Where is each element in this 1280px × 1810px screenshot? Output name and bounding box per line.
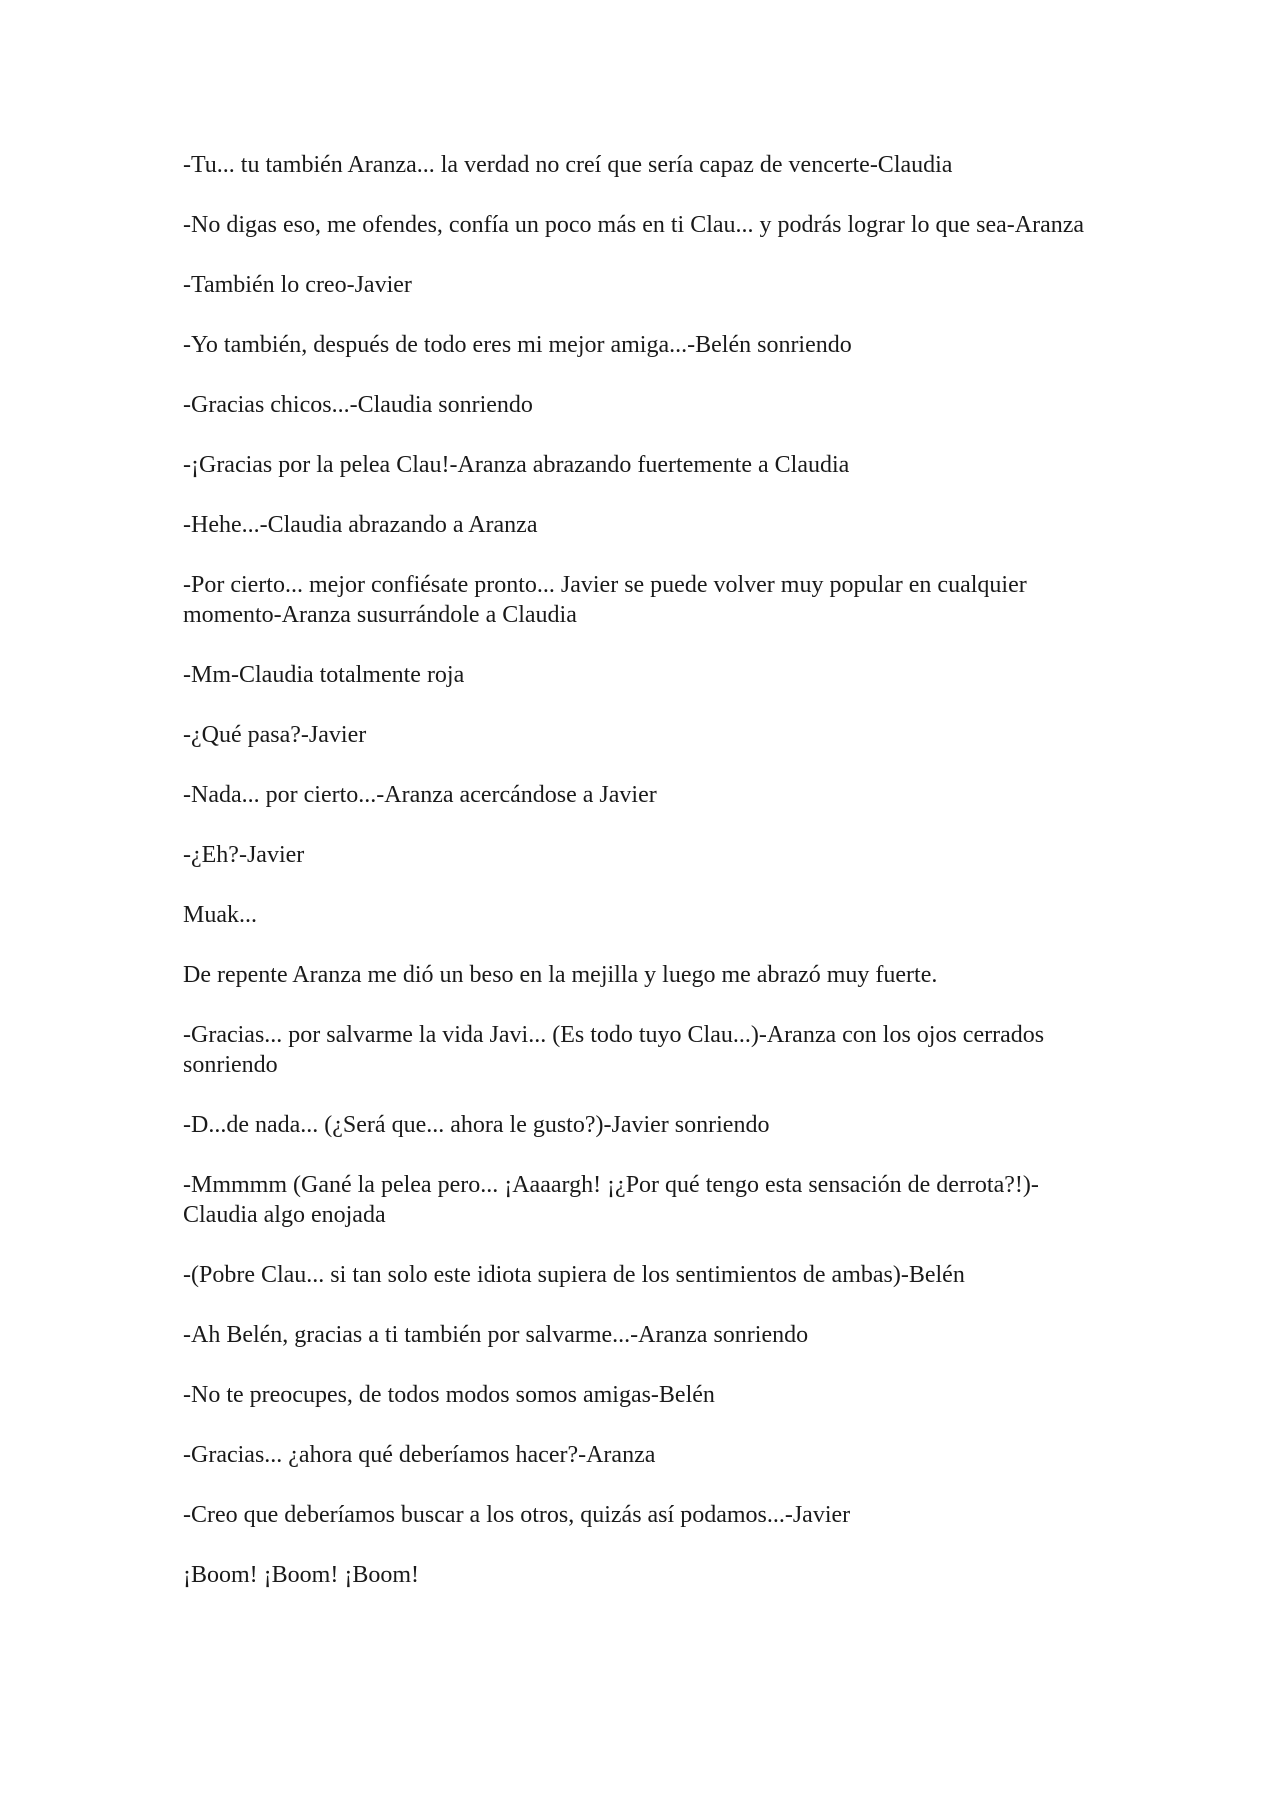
paragraph: -¿Qué pasa?-Javier (183, 722, 367, 748)
paragraph: -Gracias... ¿ahora qué deberíamos hacer?-Aranza (183, 1442, 656, 1468)
paragraph: -Creo que deberíamos buscar a los otros, quizás así podamos...-Javier (183, 1502, 851, 1528)
paragraph: ¡Boom! ¡Boom! ¡Boom! (183, 1562, 419, 1588)
document-body (183, 150, 1100, 1620)
paragraph: -No te preocupes, de todos modos somos amigas-Belén (183, 1382, 715, 1408)
paragraph: -También lo creo-Javier (183, 272, 412, 298)
paragraph: -Nada... por cierto...-Aranza acercándose a Javier (183, 782, 657, 808)
paragraph: -D...de nada... (¿Será que... ahora le gusto?)-Javier sonriendo (183, 1112, 770, 1138)
paragraph: -Yo también, después de todo eres mi mejor amiga...-Belén sonriendo (183, 332, 852, 358)
paragraph: -(Pobre Clau... si tan solo este idiota supiera de los sentimientos de ambas)-Belén (183, 1262, 965, 1288)
paragraph: -Gracias... por salvarme la vida Javi... (Es todo tuyo Clau...)-Aranza con los ojos cerrados sonriendo (183, 1022, 1045, 1078)
paragraph: -Mm-Claudia totalmente roja (183, 662, 465, 688)
paragraph: -¡Gracias por la pelea Clau!-Aranza abrazando fuertemente a Claudia (183, 452, 850, 478)
paragraph: -Tu... tu también Aranza... la verdad no creí que sería capaz de vencerte-Claudia (183, 152, 953, 178)
paragraph: De repente Aranza me dió un beso en la mejilla y luego me abrazó muy fuerte. (183, 962, 938, 988)
paragraph: -Hehe...-Claudia abrazando a Aranza (183, 512, 538, 538)
paragraph: Muak... (183, 902, 257, 928)
paragraph: -No digas eso, me ofendes, confía un poco más en ti Clau... y podrás lograr lo que sea-Aranza (183, 212, 1085, 238)
paragraph: -Ah Belén, gracias a ti también por salvarme...-Aranza sonriendo (183, 1322, 809, 1348)
paragraph: -¿Eh?-Javier (183, 842, 305, 868)
paragraph: -Por cierto... mejor confiésate pronto... Javier se puede volver muy popular en cualquier momento-Aranza susurrándole a Claudia (183, 572, 1027, 628)
paragraph: -Gracias chicos...-Claudia sonriendo (183, 392, 533, 418)
paragraph: -Mmmmm (Gané la pelea pero... ¡Aaaargh! ¡¿Por qué tengo esta sensación de derrota?!)-Claudia algo enojada (183, 1172, 1039, 1228)
